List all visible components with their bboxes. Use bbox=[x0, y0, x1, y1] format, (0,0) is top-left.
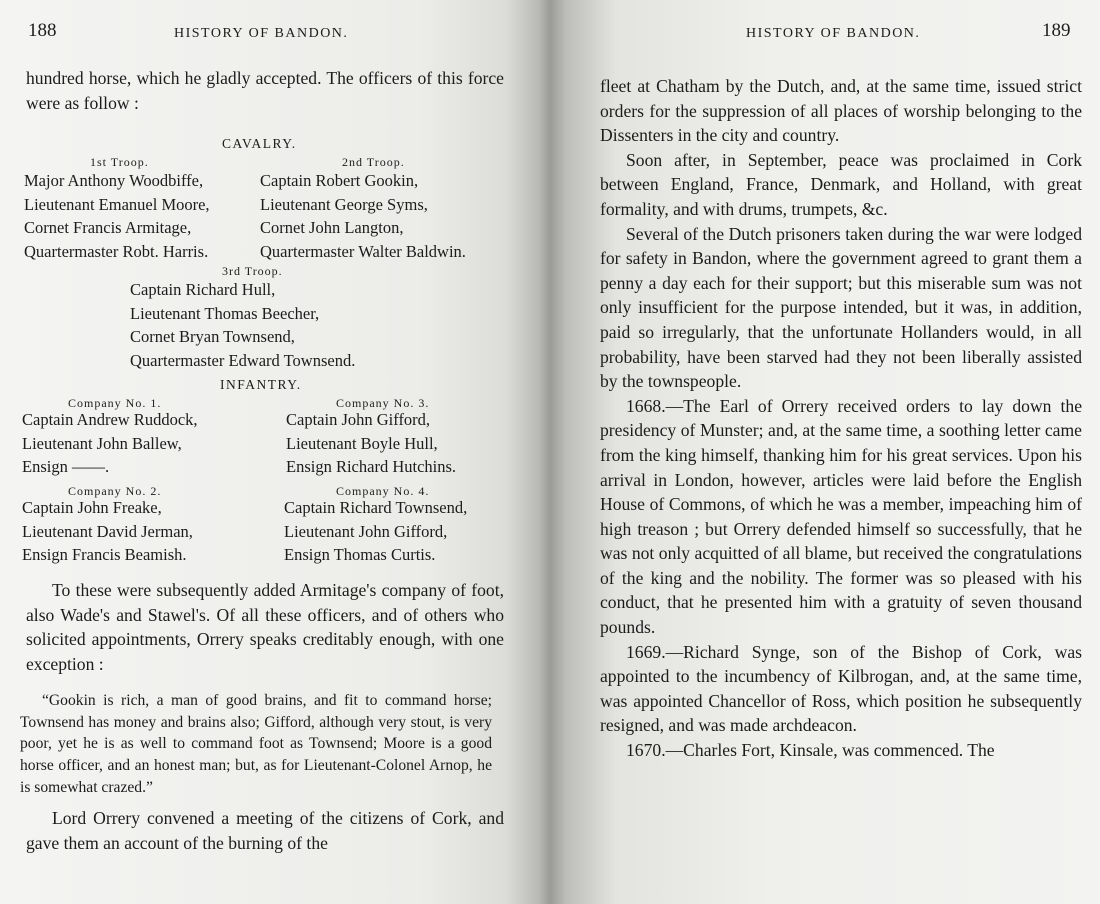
peace-paragraph: Soon after, in September, peace was proclaimed in Cork between England, France, Denmark, and Holland, with great formality, and with drums, trumpets, &c. bbox=[600, 149, 1082, 219]
company-2-title: Company No. 2. bbox=[68, 484, 162, 498]
infantry-heading: INFANTRY. bbox=[220, 377, 302, 392]
company-2-roster bbox=[22, 496, 193, 567]
company-3-roster bbox=[286, 408, 456, 479]
troop-1-roster bbox=[24, 169, 210, 263]
running-header: HISTORY OF BANDON. bbox=[746, 26, 921, 41]
officer-name: Captain John Gifford, bbox=[286, 410, 431, 429]
entry-1670: 1670.—Charles Fort, Kinsale, was commenced. The bbox=[626, 740, 995, 761]
troop-3-title: 3rd Troop. bbox=[222, 264, 283, 278]
page-number: 189 bbox=[1042, 20, 1071, 41]
officer-name: Cornet Francis Armitage, bbox=[24, 218, 192, 237]
meeting-paragraph: Lord Orrery convened a meeting of the citizens of Cork, and gave them an account of the burning of the bbox=[26, 808, 504, 853]
opening-paragraph: hundred horse, which he gladly accepted. The officers of this force were as follow : bbox=[26, 68, 504, 113]
troop-1-title: 1st Troop. bbox=[90, 155, 149, 169]
company-4-title: Company No. 4. bbox=[336, 484, 430, 498]
company-1-roster bbox=[22, 408, 198, 479]
right-page bbox=[552, 0, 1100, 904]
cavalry-heading: CAVALRY. bbox=[222, 136, 297, 151]
officer-name: Cornet John Langton, bbox=[260, 218, 404, 237]
troop-2-roster bbox=[260, 169, 466, 263]
officer-name: Ensign Thomas Curtis. bbox=[284, 545, 436, 564]
dutch-prisoners-paragraph: Several of the Dutch prisoners taken during the war were lodged for safety in Bandon, where the government agreed to grant them a penny a day each for their support; but this miserable sum was not only insufficient for the purpose intended, but it was, in addition, paid so irregularly, that the unfortunate Hollanders would, in all probability, have been starved had they not been liberally assisted by the townspeople. bbox=[600, 223, 1082, 392]
troop-3-roster bbox=[130, 278, 355, 372]
company-3-title: Company No. 3. bbox=[336, 396, 430, 410]
troop-2-title: 2nd Troop. bbox=[342, 155, 405, 169]
officer-name: Lieutenant John Ballew, bbox=[22, 433, 182, 453]
right-page-body bbox=[600, 74, 1082, 763]
officer-name: Captain Robert Gookin, bbox=[260, 171, 419, 190]
company-4-roster bbox=[284, 496, 467, 567]
officer-name: Ensign Francis Beamish. bbox=[22, 545, 187, 564]
officer-name: Quartermaster Robt. Harris. bbox=[24, 241, 209, 261]
officer-name: Captain Richard Hull, bbox=[130, 280, 276, 299]
officer-name: Lieutenant Boyle Hull, bbox=[286, 433, 438, 453]
page-number: 188 bbox=[28, 20, 57, 41]
officer-name: Captain Andrew Ruddock, bbox=[22, 410, 198, 429]
officer-name: Ensign Richard Hutchins. bbox=[286, 457, 457, 476]
orrery-quote: “Gookin is rich, a man of good brains, and fit to command horse; Townsend has money and brains also; Gifford, although very stout, is very poor, yet he is as well to command foot as Townsend; Moore is a good horse officer, and an honest man; but, as for Lieutenant-Colonel Arnop, he is somewhat crazed.” bbox=[20, 692, 492, 796]
officer-name: Lieutenant John Gifford, bbox=[284, 521, 448, 541]
fleet-paragraph: fleet at Chatham by the Dutch, and, at the same time, issued strict orders for the suppression of all places of worship belonging to the Dissenters in the city and country. bbox=[600, 76, 1082, 146]
officer-name: Major Anthony Woodbiffe, bbox=[24, 171, 204, 190]
officer-name: Quartermaster Walter Baldwin. bbox=[260, 241, 466, 261]
left-page bbox=[0, 0, 548, 904]
officer-name: Captain John Freake, bbox=[22, 498, 162, 517]
added-companies-paragraph: To these were subsequently added Armitage's company of foot, also Wade's and Stawel's. Of all these officers, and of others who solicited appointments, Orrery speaks creditably enough, with one exception : bbox=[26, 580, 504, 674]
running-header: HISTORY OF BANDON. bbox=[174, 26, 349, 41]
officer-name: Cornet Bryan Townsend, bbox=[130, 327, 295, 346]
officer-name: Quartermaster Edward Townsend. bbox=[130, 350, 356, 370]
officer-name: Lieutenant Emanuel Moore, bbox=[24, 194, 210, 214]
entry-1668: 1668.—The Earl of Orrery received orders to lay down the presidency of Munster; and, at the same time, a soothing letter came from the king himself, thanking him for his great services. Upon his arrival in London, however, articles were laid before the English House of Commons, of which he was a member, impeaching him of high treason ; but Orrery defended himself so successfully, that he was not only acquitted of all blame, but received the congratulations of the king and the nobility. The former was so pleased with his conduct, that he presented him with a gratuity of seven thousand pounds. bbox=[600, 395, 1082, 638]
officer-name: Lieutenant David Jerman, bbox=[22, 521, 193, 541]
officer-name: Lieutenant Thomas Beecher, bbox=[130, 303, 320, 323]
officer-name: Lieutenant George Syms, bbox=[260, 194, 428, 214]
officer-name: Ensign ——. bbox=[22, 457, 110, 476]
officer-name: Captain Richard Townsend, bbox=[284, 498, 468, 517]
entry-1669: 1669.—Richard Synge, son of the Bishop of Cork, was appointed to the incumbency of Kilbrogan, and, at the same time, was appointed Chancellor of Ross, which position he subsequently resigned, and was made archdeacon. bbox=[600, 641, 1082, 736]
company-1-title: Company No. 1. bbox=[68, 396, 162, 410]
